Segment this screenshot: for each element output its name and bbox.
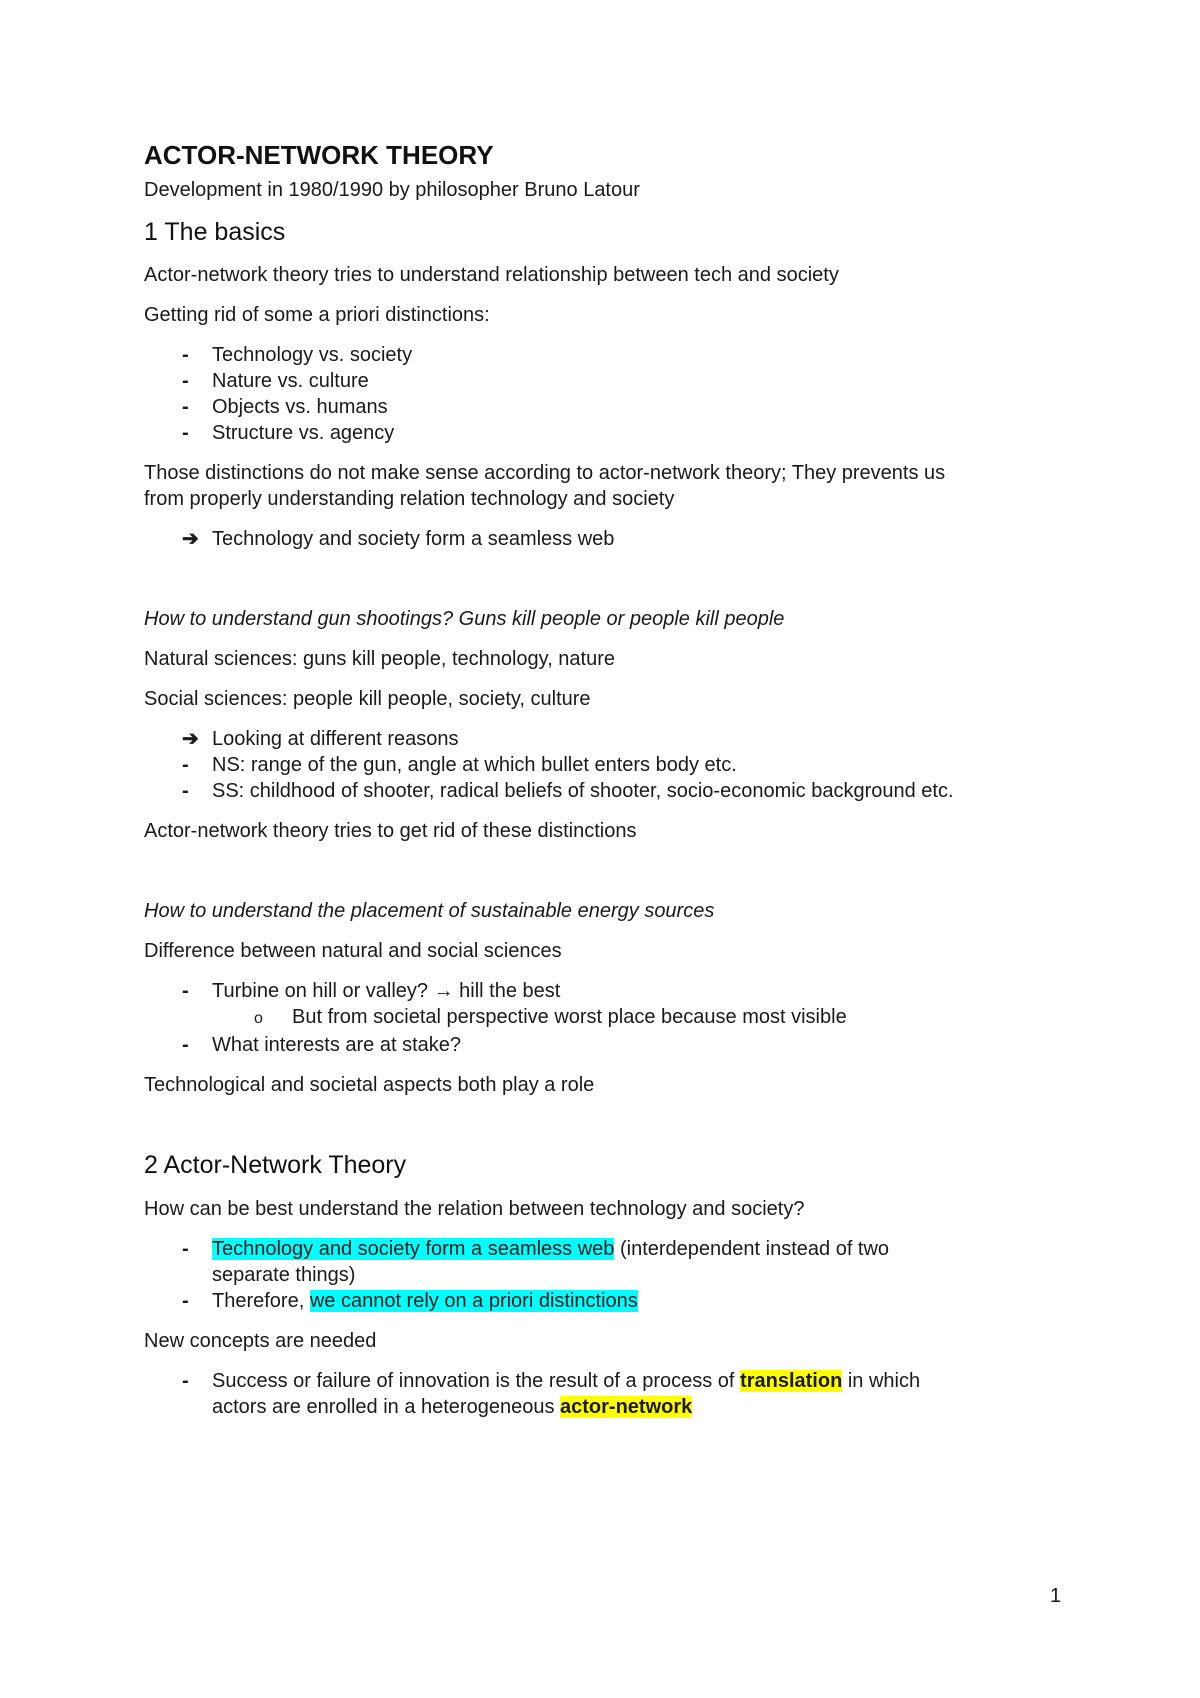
paragraph: Social sciences: people kill people, society, culture (144, 688, 591, 710)
intro-text: Development in 1980/1990 by philosopher Bruno Latour (144, 179, 640, 201)
paragraph: New concepts are needed (144, 1330, 377, 1352)
bullet-marker: - (182, 422, 189, 444)
arrow-right-icon: → (433, 980, 454, 1002)
paragraph: Natural sciences: guns kill people, technology, nature (144, 648, 616, 670)
bullet-marker: - (182, 1238, 189, 1260)
list-item-text (212, 1235, 889, 1263)
list-item-text: What interests are at stake? (212, 1034, 462, 1056)
list-item-text: Structure vs. agency (212, 422, 395, 444)
arrow-item-text: Technology and society form a seamless web (212, 528, 615, 550)
plain-text: Success or failure of innovation is the result of a process of (212, 1370, 741, 1392)
section-heading-basics: 1 The basics (144, 218, 286, 246)
paragraph: Technological and societal aspects both play a role (144, 1074, 595, 1096)
list-item-text: NS: range of the gun, angle at which bullet enters body etc. (212, 754, 737, 776)
paragraph: How can be best understand the relation between technology and society? (144, 1198, 805, 1220)
bullet-marker: - (182, 980, 189, 1002)
list-item-text (212, 1287, 638, 1315)
bullet-marker: - (182, 370, 189, 392)
paragraph: Actor-network theory tries to get rid of these distinctions (144, 820, 637, 842)
plain-text: in which (842, 1370, 921, 1392)
question-heading: How to understand the placement of sustainable energy sources (144, 900, 715, 922)
list-item-text (212, 977, 560, 1005)
arrow-icon: ➔ (182, 728, 199, 750)
bullet-marker: - (182, 344, 189, 366)
paragraph: from properly understanding relation technology and society (144, 488, 675, 510)
highlight-keyword: actor-network (560, 1396, 693, 1418)
list-item-text: Nature vs. culture (212, 370, 369, 392)
paragraph: Actor-network theory tries to understand relationship between tech and society (144, 264, 839, 286)
plain-text: actors are enrolled in a heterogeneous (212, 1396, 561, 1418)
list-item-text: separate things) (212, 1264, 356, 1286)
page-number: 1 (1050, 1585, 1062, 1607)
list-item-text: Technology vs. society (212, 344, 413, 366)
paragraph: Getting rid of some a priori distinctions: (144, 304, 490, 326)
bullet-marker: - (182, 780, 189, 802)
bullet-marker: - (182, 1034, 189, 1056)
highlight-keyword: translation (740, 1370, 843, 1392)
plain-text: Therefore, (212, 1290, 310, 1312)
highlight-text: we cannot rely on a priori distinctions (309, 1290, 638, 1312)
list-item-text: Objects vs. humans (212, 396, 388, 418)
list-item-text (212, 1367, 920, 1395)
sub-list-item-text: But from societal perspective worst place because most visible (292, 1006, 847, 1028)
list-item-text (212, 1393, 692, 1421)
highlight-text: Technology and society form a seamless web (212, 1238, 615, 1260)
arrow-icon: ➔ (182, 528, 199, 550)
list-item-text: SS: childhood of shooter, radical beliefs of shooter, socio-economic background etc. (212, 780, 954, 802)
bullet-marker: - (182, 754, 189, 776)
section-heading-ant: 2 Actor-Network Theory (144, 1151, 407, 1179)
bullet-marker: - (182, 1370, 189, 1392)
bullet-marker: - (182, 1290, 189, 1312)
plain-text: (interdependent instead of two (614, 1238, 890, 1260)
paragraph: Those distinctions do not make sense according to actor-network theory; They prevents us (144, 462, 946, 484)
bullet-marker: - (182, 396, 189, 418)
turbine-answer: hill the best (459, 980, 561, 1002)
question-heading: How to understand gun shootings? Guns kill people or people kill people (144, 608, 785, 630)
paragraph: Difference between natural and social sciences (144, 940, 562, 962)
turbine-question: Turbine on hill or valley? (212, 980, 429, 1002)
sub-bullet-marker: o (254, 1010, 263, 1027)
arrow-item-text: Looking at different reasons (212, 728, 459, 750)
document-title: ACTOR-NETWORK THEORY (144, 140, 494, 170)
